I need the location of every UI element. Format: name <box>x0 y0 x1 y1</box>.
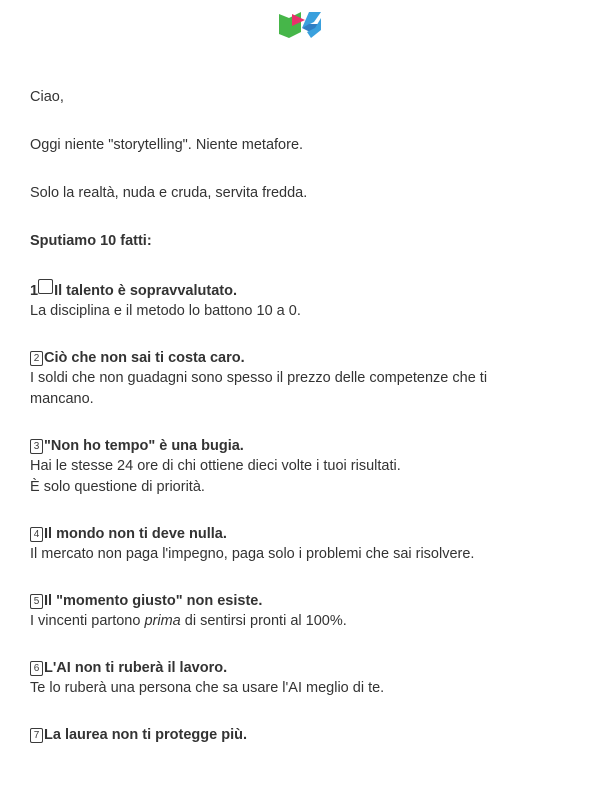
fact-item-3 <box>30 436 570 498</box>
fact-title-7 <box>30 725 570 745</box>
keycap-tofu-icon-4: 4 <box>30 527 43 542</box>
email-header <box>0 0 600 57</box>
fact-body-6-line-1: Te lo ruberà una persona che sa usare l'AI meglio di te. <box>30 680 385 696</box>
fact-item-4 <box>30 524 570 565</box>
fact-body-5-emphasis: prima <box>144 613 181 629</box>
fact-title-1 <box>30 279 570 301</box>
keycap-tofu-icon-7: 7 <box>30 728 43 743</box>
fact-title-3 <box>30 436 570 456</box>
keycap-tofu-icon-1 <box>38 279 53 294</box>
intro-paragraph-2: Solo la realtà, nuda e cruda, servita fredda. <box>30 185 308 201</box>
fact-body-2-line-2: mancano. <box>30 391 94 407</box>
fact-title-text-5: Il "momento giusto" non esiste. <box>44 593 263 609</box>
keycap-tofu-icon-3: 3 <box>30 439 43 454</box>
keycap-tofu-icon-2: 2 <box>30 351 43 366</box>
fact-item-7 <box>30 725 570 745</box>
lead-in-heading: Sputiamo 10 fatti: <box>30 233 152 249</box>
fact-title-text-6: L'AI non ti ruberà il lavoro. <box>44 660 228 676</box>
fact-item-2 <box>30 348 570 410</box>
fact-title-text-1: Il talento è sopravvalutato. <box>54 283 237 299</box>
fact-body-3-line-2: È solo questione di priorità. <box>30 479 205 495</box>
fact-body-1-line-1: La disciplina e il metodo lo battono 10 a 0. <box>30 303 301 319</box>
keycap-tofu-icon-6: 6 <box>30 661 43 676</box>
fact-number-1: 1 <box>30 283 39 299</box>
fact-body-5-line-1 <box>30 611 570 632</box>
fact-body-5-text-after: di sentirsi pronti al 100%. <box>180 613 347 629</box>
fact-title-text-3: "Non ho tempo" è una bugia. <box>44 438 244 454</box>
keycap-tofu-icon-5: 5 <box>30 594 43 609</box>
fact-title-text-7: La laurea non ti protegge più. <box>44 727 248 743</box>
email-body <box>0 57 600 745</box>
fact-item-5 <box>30 591 570 632</box>
brand-logo-icon <box>277 8 323 44</box>
fact-body-2-line-1: I soldi che non guadagni sono spesso il prezzo delle competenze che ti <box>30 370 488 386</box>
fact-title-text-4: Il mondo non ti deve nulla. <box>44 526 227 542</box>
fact-title-4 <box>30 524 570 544</box>
fact-item-1 <box>30 279 570 322</box>
fact-body-4-line-1: Il mercato non paga l'impegno, paga solo i problemi che sai risolvere. <box>30 546 475 562</box>
intro-paragraph-1: Oggi niente "storytelling". Niente metafore. <box>30 137 304 153</box>
fact-body-3-line-1: Hai le stesse 24 ore di chi ottiene dieci volte i tuoi risultati. <box>30 458 401 474</box>
fact-title-6 <box>30 658 570 678</box>
fact-title-5 <box>30 591 570 611</box>
fact-body-5-text-before: I vincenti partono <box>30 613 145 629</box>
greeting-text: Ciao, <box>30 89 64 105</box>
fact-title-text-2: Ciò che non sai ti costa caro. <box>44 350 245 366</box>
fact-item-6 <box>30 658 570 699</box>
fact-title-2 <box>30 348 570 368</box>
